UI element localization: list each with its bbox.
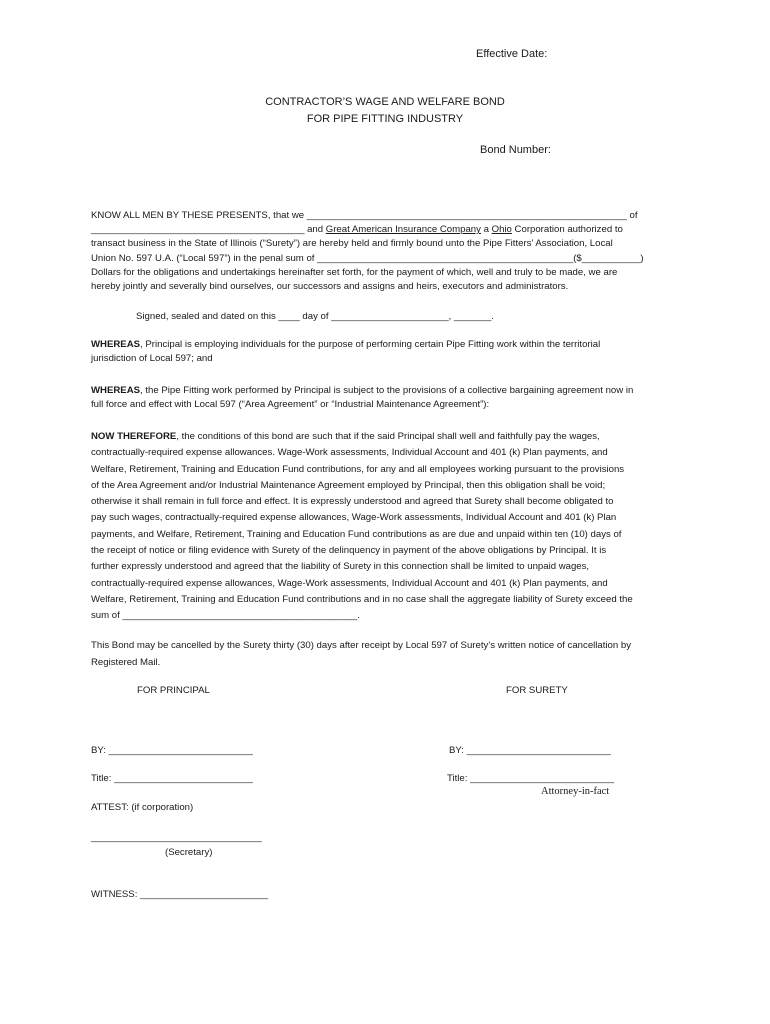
signed-sealed-line: Signed, sealed and dated on this ____ day of ______________________, _______. <box>136 311 494 322</box>
intro-line: Union No. 597 U.A. (“Local 597”) in the penal sum of ________________________________________________($___________) <box>91 252 644 264</box>
for-surety-label: FOR SURETY <box>506 685 568 696</box>
intro-line: ________________________________________ and Great American Insurance Company a Ohio Corporation authorized to <box>91 224 623 236</box>
surety-company-name: Great American Insurance Company <box>325 224 481 236</box>
effective-date-label: Effective Date: <box>476 48 548 60</box>
secretary-signature-line: ________________________________ <box>91 832 262 843</box>
secretary-label: (Secretary) <box>165 847 213 858</box>
cancellation-paragraph: This Bond may be cancelled by the Surety thirty (30) days after receipt by Local 597 of Surety’s written notice of cancellation by Registered Mail. <box>91 640 632 668</box>
now-therefore-lead: NOW THEREFORE <box>91 431 177 442</box>
document-title-line2: FOR PIPE FITTING INDUSTRY <box>306 113 464 125</box>
document-title-line1: CONTRACTOR’S WAGE AND WELFARE BOND <box>265 96 505 108</box>
attest-label: ATTEST: (if corporation) <box>91 802 194 813</box>
intro-line: hereby jointly and severally bind ourselves, our successors and assigns and heirs, executors and administrators. <box>91 281 569 293</box>
whereas-paragraph-2: WHEREAS, the Pipe Fitting work performed by Principal is subject to the provisions of a collective bargaining agreement now in full force and effect with Local 597 (“Area Agreement” or “Industrial Maintenance Agreement”): <box>91 385 634 411</box>
intro-line: transact business in the State of Illinois (“Surety”) are hereby held and firmly bound unto the Pipe Fitters’ Association, Local <box>91 238 613 250</box>
whereas-lead: WHEREAS <box>91 385 141 396</box>
surety-title-line: Title: ___________________________ <box>447 773 615 784</box>
surety-state: Ohio <box>491 224 512 236</box>
whereas-lead: WHEREAS <box>91 339 141 350</box>
intro-line: Dollars for the obligations and undertakings hereinafter set forth, for the payment of which, well and truly to be made, we are <box>91 266 618 278</box>
principal-by-line: BY: ___________________________ <box>91 745 253 756</box>
attorney-in-fact-label: Attorney-in-fact <box>541 786 610 797</box>
bond-number-label: Bond Number: <box>480 144 551 156</box>
principal-title-line: Title: __________________________ <box>91 773 253 784</box>
witness-line: WITNESS: ________________________ <box>91 889 269 900</box>
whereas-paragraph-1: WHEREAS, Principal is employing individuals for the purpose of performing certain Pipe Fitting work within the territorial jurisdiction of Local 597; and <box>91 339 601 365</box>
intro-line: KNOW ALL MEN BY THESE PRESENTS, that we ____________________________________________________________ of <box>91 210 638 221</box>
intro-paragraph <box>91 209 679 294</box>
now-therefore-paragraph: NOW THEREFORE, the conditions of this bond are such that if the said Principal shall well and faithfully pay the wages, contractually-required expense allowances. Wage-Work assessments, Individual Account and 401 (k) Plan payments, and Welfare, Retirement, Training and Education Fund contributions, for any and all employees working pursuant to the provisions of the Area Agreement and/or Industrial Maintenance Agreement employed by Principal, then this obligation shall be void; otherwise it shall remain in full force and effect. It is expressly understood and agreed that Surety shall become obligated to pay such wages, contractually-required expense allowances, Wage-Work assessments, Individual Account and 401 (k) Plan payments, and Welfare, Retirement, Training and Education Fund contributions as are due and unpaid within ten (10) days of the receipt of notice or filing evidence with Surety of the delinquency in payment of the above obligations by Principal. It is further expressly understood and agreed that the liability of Surety in this connection shall be limited to unpaid wages, contractually-required expense allowances, Wage-Work assessments, Individual Account and 401 (k) Plan payments, and Welfare, Retirement, Training and Education Fund contributions and in no case shall the aggregate liability of Surety exceed the sum of ____________________________________________. <box>91 431 633 622</box>
for-principal-label: FOR PRINCIPAL <box>137 685 210 696</box>
surety-by-line: BY: ___________________________ <box>449 745 611 756</box>
